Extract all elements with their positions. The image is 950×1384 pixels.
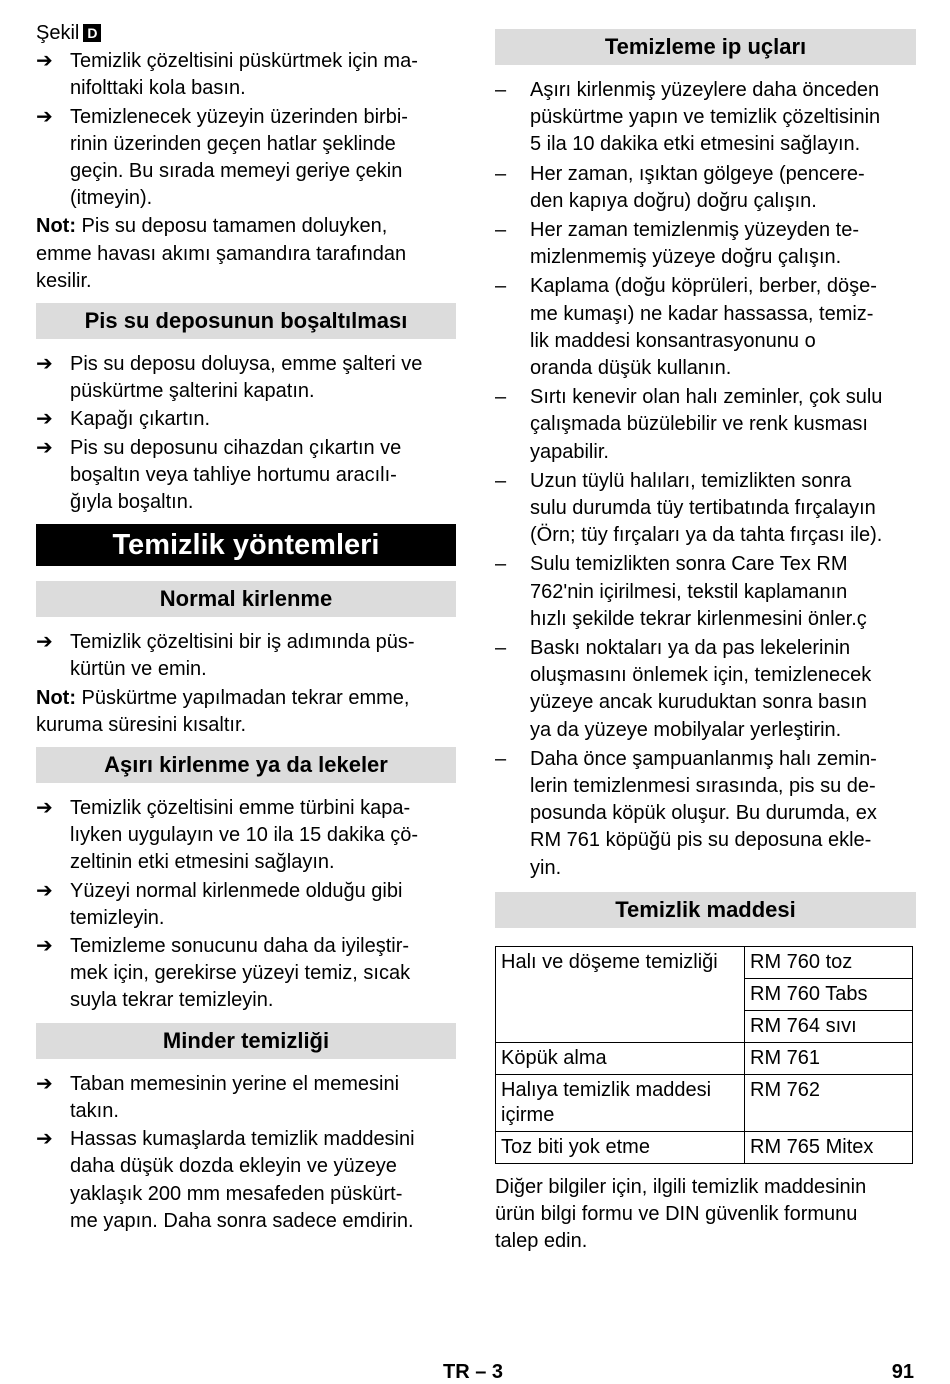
- tip-item: – Her zaman, ışıktan gölgeye (pencere- den kapıya doğru) doğru çalışın.: [495, 162, 865, 212]
- step-item: ➔ Yüzeyi normal kirlenmede olduğu gibi temizleyin.: [36, 879, 403, 929]
- section-heading-cleaning-tips: Temizleme ip uçları: [495, 29, 916, 65]
- table-cell-label: Halı ve döşeme temizliği: [496, 946, 745, 1042]
- arrow-right-icon: ➔: [36, 105, 53, 128]
- step-item: ➔ Hassas kumaşlarda temizlik maddesini daha düşük dozda ekleyin ve yüzeye yaklaşık 200 mm mesafeden püskürt- me yapın. Daha sonra sadece emdirin.: [36, 1128, 415, 1232]
- tip-item: – Kaplama (doğu köprüleri, berber, döşe- me kumaşı) ne kadar hassassa, temiz- lik maddesi konsantrasyonunu o oranda düşük kullanın.: [495, 275, 877, 380]
- table-row: [496, 946, 913, 978]
- tip-item: – Uzun tüylü halıları, temizlikten sonra sulu durumda tüy tertibatında fırçalayın (Örn; tüy fırçaları ya da tahta fırçası ile).: [495, 469, 883, 547]
- section-heading-heavy-soiling: Aşırı kirlenme ya da lekeler: [36, 747, 456, 783]
- right-column: [495, 29, 916, 1256]
- step-item: ➔ Temizlik çözeltisini püskürtmek için ma- nifolttaki kola basın.: [36, 50, 418, 100]
- intro-steps: [36, 48, 456, 212]
- table-row: [496, 1131, 913, 1163]
- table-cell-value: RM 765 Mitex: [745, 1131, 913, 1163]
- table-cell-value: RM 761: [745, 1042, 913, 1074]
- step-item: ➔ Temizlik çözeltisini bir iş adımında püs- kürtün ve emin.: [36, 631, 415, 681]
- step-item: ➔ Temizleme sonucunu daha da iyileştir- mek için, gerekirse yüzeyi temiz, sıcak suyla tekrar temizleyin.: [36, 935, 411, 1012]
- arrow-right-icon: ➔: [36, 935, 53, 958]
- section-heading-cleaning-agent: Temizlik maddesi: [495, 892, 916, 928]
- table-row: [496, 1074, 913, 1131]
- table-cell-label: Halıya temizlik maddesi içirme: [496, 1074, 745, 1131]
- page-number: 91: [891, 1361, 914, 1383]
- step-item: ➔ Temizlenecek yüzeyin üzerinden birbi- rinin üzerinden geçen hatlar şeklinde geçin. Bu sırada memeyi geriye çekin (itmeyin).: [36, 105, 408, 210]
- table-cell-value: RM 760 toz: [745, 946, 913, 978]
- figure-letter-badge: D: [83, 24, 101, 42]
- table-row: [496, 1042, 913, 1074]
- tip-item: – Sulu temizlikten sonra Care Tex RM 762'nin içirilmesi, tekstil kaplamanın hızlı şekilde tekrar kirlenmesini önler.ç: [495, 553, 867, 630]
- tip-item: – Aşırı kirlenmiş yüzeylere daha önceden püskürtme yapın ve temizlik çözeltisinin 5 ila 10 dakika etki etmesini sağlayın.: [495, 79, 881, 156]
- tip-item: – Daha önce şampuanlanmış halı zemin- lerin temizlenmesi sırasında, pis su de- posunda köpük oluşur. Bu durumda, ex RM 761 köpüğü pis su deposuna ekle- yin.: [495, 747, 877, 879]
- table-cell-value: RM 762: [745, 1074, 913, 1131]
- arrow-right-icon: ➔: [36, 1072, 53, 1095]
- cushion-steps: [36, 1071, 456, 1235]
- section-heading-drain: Pis su deposunun boşaltılması: [36, 303, 456, 339]
- table-cell-label: Köpük alma: [496, 1042, 745, 1074]
- tip-item: – Sırtı kenevir olan halı zeminler, çok sulu çalışmada büzülebilir ve renk kusması yapabilir.: [495, 386, 883, 463]
- cleaning-agent-table: [495, 946, 913, 1164]
- figure-reference: [36, 20, 456, 47]
- footer-lang: TR: [443, 1361, 470, 1383]
- arrow-right-icon: ➔: [36, 353, 53, 376]
- table-cell-value: RM 764 sıvı: [745, 1010, 913, 1042]
- left-column: [36, 20, 456, 1236]
- section-heading-normal-soiling: Normal kirlenme: [36, 581, 456, 617]
- footer-section: – 3: [475, 1361, 504, 1383]
- step-item: ➔ Kapağı çıkartın.: [36, 406, 456, 433]
- closing-note: Diğer bilgiler için, ilgili temizlik maddesinin ürün bilgi formu ve DIN güvenlik formunu talep edin.: [495, 1175, 867, 1253]
- note-drying-time: Not: Püskürtme yapılmadan tekrar emme, kuruma süresini kısaltır.: [36, 686, 410, 736]
- arrow-right-icon: ➔: [36, 797, 53, 820]
- table-cell-label: Toz biti yok etme: [496, 1131, 745, 1163]
- step-item: ➔ Pis su deposu doluysa, emme şalteri ve püskürtme şalterini kapatın.: [36, 353, 423, 403]
- arrow-right-icon: ➔: [36, 50, 53, 73]
- figure-label: Şekil: [36, 22, 80, 44]
- main-heading-cleaning-methods: Temizlik yöntemleri: [36, 524, 456, 566]
- arrow-right-icon: ➔: [36, 408, 53, 431]
- drain-steps: [36, 351, 456, 516]
- step-item: ➔ Taban memesinin yerine el memesini takın.: [36, 1072, 400, 1122]
- heavy-steps: [36, 795, 456, 1015]
- arrow-right-icon: ➔: [36, 879, 53, 902]
- step-item: ➔ Temizlik çözeltisini emme türbini kapa- lıyken uygulayın ve 10 ila 15 dakika çö- zeltinin etki etmesini sağlayın.: [36, 797, 418, 874]
- tips-list: [495, 77, 916, 882]
- step-item: ➔ Pis su deposunu cihazdan çıkartın ve boşaltın veya tahliye hortumu aracılı- ğıyla boşaltın.: [36, 436, 402, 514]
- section-heading-cushion-cleaning: Minder temizliği: [36, 1023, 456, 1059]
- tip-item: – Her zaman temizlenmiş yüzeyden te- mizlenmemiş yüzeye doğru çalışın.: [495, 219, 860, 269]
- arrow-right-icon: ➔: [36, 631, 53, 654]
- note-suction-cutoff: Not: Pis su deposu tamamen doluyken, emme havası akımı şamandıra tarafından kesilir.: [36, 215, 407, 292]
- tip-item: – Baskı noktaları ya da pas lekelerinin oluşmasını önlemek için, temizlenecek yüzeye ancak kuruduktan sonra basın ya da yüzeye mobilyalar yerleştirin.: [495, 637, 872, 741]
- footer-section-label: [443, 1360, 503, 1384]
- arrow-right-icon: ➔: [36, 436, 53, 459]
- arrow-right-icon: ➔: [36, 1128, 53, 1151]
- table-cell-value: RM 760 Tabs: [745, 978, 913, 1010]
